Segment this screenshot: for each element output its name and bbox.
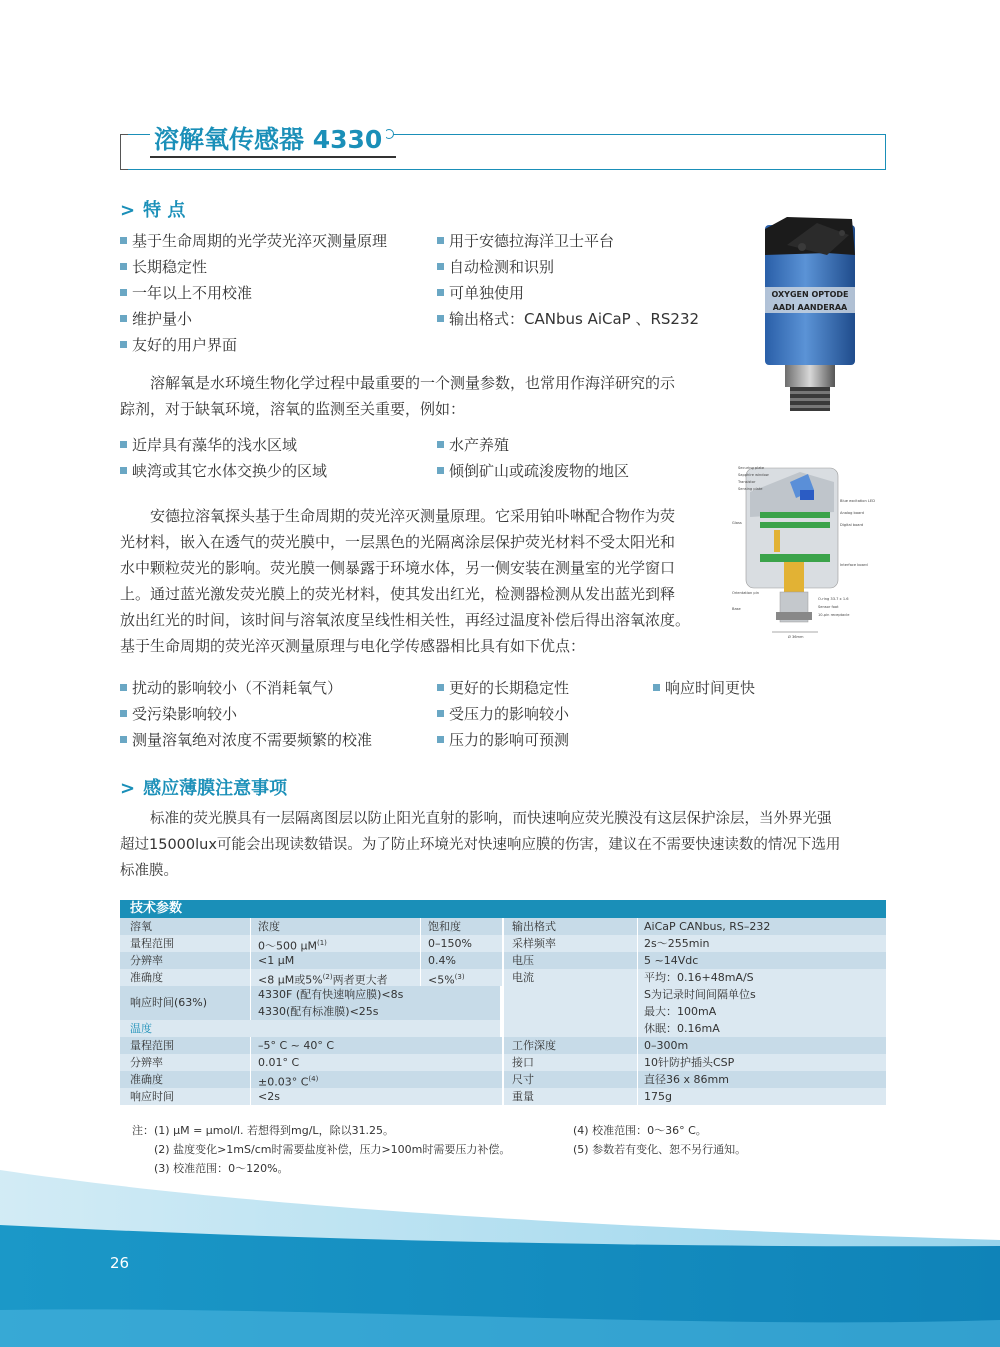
diagram-label: Sensing plate [738,487,763,491]
table-cell: 量程范围 [130,937,174,950]
table-cell: 0–150% [428,937,472,950]
diagram-label: Sapphire window [738,473,769,477]
title-block [120,120,886,172]
table-cell: 4330F (配有快速响应膜)<8s [258,988,404,1001]
title-underline [150,156,396,158]
spec-table-heading: 技术参数 [120,900,886,918]
feature-item [120,308,192,329]
table-cell: –5° C ~ 40° C [258,1039,335,1052]
example-item [437,434,509,455]
bullet-icon [437,315,444,322]
table-cell: <1 μM [258,954,295,967]
table-cell: 2s～255min [644,937,710,950]
membrane-heading-text: 感应薄膜注意事项 [143,778,288,799]
advantage-text: 压力的影响可预测 [449,731,570,749]
note-line: (5) 参数若有变化、恕不另行通知。 [573,1143,747,1156]
note-prefix: 注： [132,1124,154,1137]
feature-item [120,334,237,355]
feature-text: 基于生命周期的光学荧光淬灭测量原理 [132,232,388,250]
table-row-bg [120,1020,500,1037]
diagram-label: Transistor [738,480,756,484]
table-cell: 平均：0.16+48mA/S [644,971,754,984]
table-cell: 工作深度 [512,1039,556,1052]
example-text: 水产养殖 [449,436,510,454]
bullet-icon [437,289,444,296]
example-item [120,434,297,455]
table-cell-value: ±0.03° C [258,1075,309,1089]
feature-text: 输出格式：CANbus AiCaP 、RS232 [449,310,700,328]
product-label-bottom: AADI AANDERAA [772,303,848,312]
table-cell: 采样频率 [512,937,556,950]
bullet-icon [120,315,127,322]
example-text: 峡湾或其它水体交换少的区域 [132,462,328,480]
diagram-label: Base [732,607,741,611]
advantage-item [120,729,372,750]
advantage-item [120,677,342,698]
example-text: 近岸具有藻华的浅水区域 [132,436,298,454]
table-cell-value: 0～500 μM [258,939,317,953]
feature-text: 用于安德拉海洋卫士平台 [449,232,615,250]
advantage-text: 响应时间更快 [665,679,756,697]
table-cell: 5 ~14Vdc [644,954,699,967]
table-cell: 准确度 [130,971,163,984]
table-cell: 4330(配有标准膜)<25s [258,1005,379,1018]
table-cell: 0–300m [644,1039,689,1052]
feature-text: 长期稳定性 [132,258,208,276]
example-text: 倾倒矿山或疏浚废物的地区 [449,462,630,480]
feature-text: 友好的用户界面 [132,336,238,354]
table-cell: 休眠：0.16mA [644,1022,720,1035]
advantage-text: 测量溶氧绝对浓度不需要频繁的校准 [132,731,373,749]
product-label-top: OXYGEN OPTODE [771,290,849,299]
feature-text: 自动检测和识别 [449,258,555,276]
table-cell-value: <8 μM或5% [258,973,323,987]
table-cell: 0.01° C [258,1056,300,1069]
membrane-paragraph [120,806,890,884]
advantage-item [437,729,569,750]
principle-line: 安德拉溶氧探头基于生命周期的荧光淬灭测量原理。它采用铂卟啉配合物作为荧 [150,507,676,525]
diagram-label: Orientation pin [732,591,759,595]
advantage-text: 扰动的影响较小（不消耗氧气） [132,679,343,697]
chevron-right-icon: > [120,778,136,799]
table-cell: S为记录时间间隔单位s [644,988,756,1001]
table-cell: 饱和度 [428,920,461,933]
spec-table [120,900,886,1108]
page-title: 溶解氧传感器 4330 [150,120,386,156]
feature-text: 维护量小 [132,310,193,328]
diagram-label: Analog board [840,511,864,515]
principle-line: 基于生命周期的荧光淬灭测量原理与电化学传感器相比具有如下优点： [120,637,586,655]
table-cell: 0.4% [428,954,456,967]
diagram-label: Glass [732,521,742,525]
intro-paragraph [120,370,720,422]
table-cell-sup: (1) [316,939,327,947]
advantage-item [120,703,237,724]
table-cell: 10针防护插头CSP [644,1056,735,1069]
diagram-label: 10-pin receptacle [818,613,850,617]
note-line: (3) 校准范围：0～120%。 [154,1162,289,1175]
note-line: (2) 盐度变化>1mS/cm时需要盐度补偿，压力>100m时需要压力补偿。 [154,1143,511,1156]
advantage-text: 受压力的影响较小 [449,705,570,723]
advantage-item [437,703,569,724]
page-number: 26 [110,1254,130,1272]
intro-line: 溶解氧是水环境生物化学过程中最重要的一个测量参数，也常用作海洋研究的示 [150,374,676,392]
membrane-line: 标准的荧光膜具有一层隔离图层以防止阳光直射的影响，而快速响应荧光膜没有这层保护涂层，当外界光强 [150,811,832,827]
table-cell: 温度 [130,1022,152,1035]
diagram-label: Digital board [840,523,864,527]
title-bracket [120,134,128,170]
footer-wave [0,1130,1000,1347]
table-cell: 直径36 x 86mm [644,1073,729,1086]
feature-item [437,308,699,329]
bullet-icon [120,237,127,244]
feature-item [437,282,524,303]
bullet-icon [120,289,127,296]
diagram-label: Ø 36mm [788,635,804,639]
advantage-item [437,677,569,698]
example-item [120,460,327,481]
bullet-icon [437,441,444,448]
feature-item [120,282,252,303]
bullet-icon [120,684,127,691]
diagram-label: Securing plate [738,466,765,470]
diagram-label: Sensor foot [818,605,839,609]
diagram-label: O-ring 33.7 x 1.6 [818,597,849,601]
bullet-icon [120,467,127,474]
bullet-icon [120,341,127,348]
table-cell: 电压 [512,954,534,967]
table-cell: 量程范围 [130,1039,174,1052]
feature-item [120,230,387,251]
table-cell: 浓度 [258,920,280,933]
table-cell: 分辨率 [130,954,163,967]
table-cell-value: <5% [428,973,455,987]
membrane-heading [120,774,287,800]
table-cell: 响应时间(63%) [130,996,208,1009]
diagram-label: Interface board [840,563,868,567]
bullet-icon [437,467,444,474]
table-divider [502,918,504,1105]
note-line: (4) 校准范围：0～36° C。 [573,1124,707,1137]
title-line [395,134,886,135]
principle-line: 上。通过蓝光激发荧光膜上的荧光材料，使其发出红光，检测器检测从发出蓝光到释 [120,585,676,603]
table-cell: 分辨率 [130,1056,163,1069]
advantage-text: 受污染影响较小 [132,705,238,723]
table-cell-sup: (4) [308,1075,319,1083]
table-cell: 最大：100mA [644,1005,717,1018]
bullet-icon [653,684,660,691]
advantage-item [653,677,755,698]
table-cell: 175g [644,1090,672,1103]
principle-paragraph [120,503,720,659]
principle-line: 放出红光的时间，该时间与溶氧浓度呈线性相关性，再经过温度补偿后得出溶氧浓度。 [120,611,691,629]
bullet-icon [437,684,444,691]
advantage-text: 更好的长期稳定性 [449,679,570,697]
membrane-line: 标准膜。 [120,863,178,879]
table-cell: 溶氧 [130,920,152,933]
bullet-icon [120,736,127,743]
table-cell-sup: (3) [454,973,465,981]
table-cell: 接口 [512,1056,534,1069]
note-text: (1) μM = μmol/l. 若想得到mg/L，除以31.25。 [154,1124,395,1137]
table-divider [250,918,251,1020]
table-cell: 重量 [512,1090,534,1103]
bullet-icon [437,237,444,244]
table-cell: 准确度 [130,1073,163,1086]
table-divider [637,918,638,1105]
membrane-line: 超过15000lux可能会出现读数错误。为了防止环境光对快速响应膜的伤害，建议在不需要快速读数的情况下选用 [120,837,841,853]
features-heading [120,196,185,222]
principle-line: 光材料，嵌入在透气的荧光膜中，一层黑色的光隔离涂层保护荧光材料不受太阳光和 [120,533,676,551]
table-cell: 输出格式 [512,920,556,933]
bullet-icon [120,263,127,270]
sensor-cross-section-diagram [730,462,880,640]
spec-table-body [120,918,886,1108]
features-heading-text: 特 点 [143,200,186,221]
bullet-icon [437,263,444,270]
table-cell-value: 两者更大者 [332,973,388,987]
table-cell-sup: (2) [322,973,333,981]
table-cell: 电流 [512,971,534,984]
diagram-label: Blue excitation LED [840,499,875,503]
bullet-icon [437,710,444,717]
table-cell: AiCaP CANbus, RS–232 [644,920,771,933]
oxygen-optode-product-image [757,215,862,415]
feature-text: 可单独使用 [449,284,525,302]
bullet-icon [120,710,127,717]
bullet-icon [120,441,127,448]
table-divider [250,1037,251,1105]
table-divider [420,918,421,986]
example-item [437,460,629,481]
table-cell [428,969,465,989]
table-cell: <2s [258,1090,280,1103]
chevron-right-icon: > [120,200,136,221]
principle-line: 水中颗粒荧光的影响。荧光膜一侧暴露于环境水体，另一侧安装在测量室的光学窗口 [120,559,676,577]
feature-item [437,230,614,251]
feature-text: 一年以上不用校准 [132,284,253,302]
feature-item [120,256,207,277]
intro-line: 踪剂，对于缺氧环境，溶氧的监测至关重要，例如： [120,400,466,418]
table-cell: 尺寸 [512,1073,534,1086]
bullet-icon [437,736,444,743]
table-cell: 响应时间 [130,1090,174,1103]
feature-item [437,256,554,277]
